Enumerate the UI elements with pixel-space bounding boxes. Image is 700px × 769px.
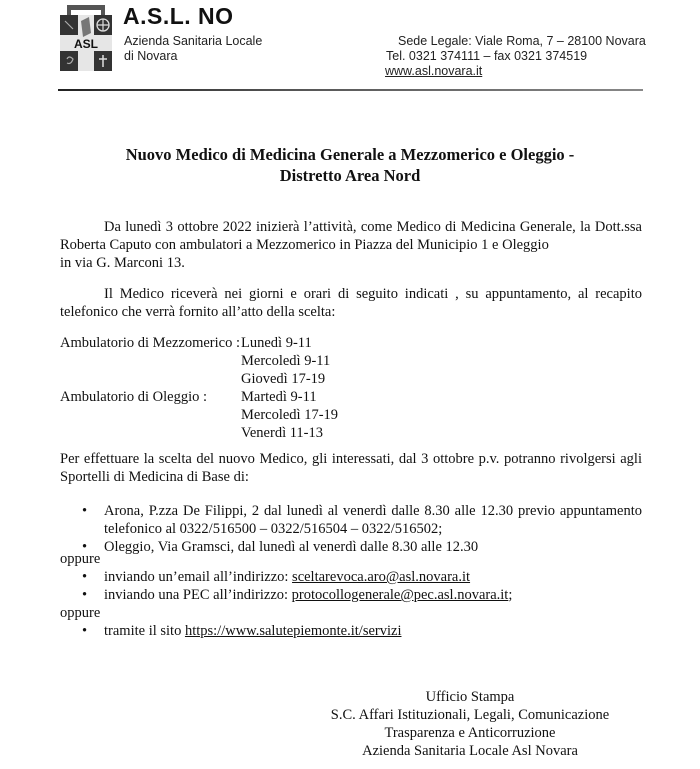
- pec-suffix: ;: [508, 587, 513, 603]
- schedule-time: Mercoledì 17-19: [241, 407, 339, 423]
- announcement-text: Da lunedì 3 ottobre 2022 inizierà l’attività, come Medico di Medicina Generale, la Dott.ssa Roberta Caputo con ambulatori a Mezzomerico in Piazza del Municipio 1 e Oleggio: [60, 219, 642, 253]
- title-line2: Distretto Area Nord: [279, 166, 421, 185]
- site-label: tramite il sito: [104, 623, 185, 639]
- schedule-time: Mercoledì 9-11: [241, 353, 331, 369]
- pec-label: inviando una PEC all’indirizzo:: [104, 587, 292, 603]
- schedule-time: Venerdì 11-13: [241, 425, 324, 441]
- signature-line2: S.C. Affari Istituzionali, Legali, Comunicazione: [330, 707, 610, 723]
- title-line1: Nuovo Medico di Medicina Generale a Mezzomerico e Oleggio -: [125, 145, 575, 164]
- bullet-icon: •: [82, 539, 88, 555]
- schedule-time: Martedì 9-11: [241, 389, 317, 405]
- signature-line4: Azienda Sanitaria Locale Asl Novara: [362, 743, 578, 759]
- paragraph-schedule-intro: [60, 285, 642, 321]
- organization-name: [124, 34, 262, 64]
- bullet-icon: •: [82, 623, 88, 639]
- email-link[interactable]: sceltarevoca.aro@asl.novara.it: [292, 569, 471, 585]
- svg-text:ASL: ASL: [74, 37, 98, 51]
- asl-crest-icon: [57, 3, 115, 75]
- bullet-icon: •: [82, 503, 88, 519]
- schedule-intro-text: Il Medico riceverà nei giorni e orari di seguito indicati , su appuntamento, al recapito telefonico che verrà fornito all’atto della scelta:: [60, 286, 642, 320]
- paragraph-how-to-choose: Per effettuare la scelta del nuovo Medico, gli interessati, dal 3 ottobre p.v. potranno rivolgersi agli Sportelli di Medicina di Base di:: [60, 451, 642, 485]
- org-name-line1: Azienda Sanitaria Locale: [124, 34, 263, 48]
- site-link[interactable]: https://www.salutepiemonte.it/servizi: [184, 623, 402, 639]
- legal-address: Sede Legale: Viale Roma, 7 – 28100 Novara: [398, 34, 646, 48]
- signature-block: [330, 688, 610, 760]
- asl-logo: [57, 3, 115, 75]
- schedule-time: Lunedì 9-11: [241, 335, 312, 351]
- email-label: inviando un’email all’indirizzo:: [104, 569, 293, 585]
- bullet-icon: •: [82, 569, 88, 585]
- phone-fax: Tel. 0321 374111 – fax 0321 374519: [386, 49, 588, 63]
- brand-name: A.S.L. NO: [123, 3, 234, 29]
- paragraph-announcement: [60, 218, 642, 272]
- office-arona: Arona, P.zza De Filippi, 2 dal lunedì al venerdì dalle 8.30 alle 12.30 previo appuntamento telefonico al 0322/516500 – 0322/516504 – 0322/516502;: [104, 503, 642, 537]
- signature-line1: Ufficio Stampa: [425, 689, 515, 705]
- pec-link[interactable]: protocollogenerale@pec.asl.novara.it: [291, 587, 509, 603]
- website-link[interactable]: www.asl.novara.it: [385, 64, 483, 78]
- or-text: oppure: [60, 551, 101, 567]
- clinic-oleggio-label: Ambulatorio di Oleggio :: [60, 389, 207, 405]
- header-divider: [58, 89, 643, 91]
- document-title: [60, 144, 640, 186]
- schedule-time: Giovedì 17-19: [241, 371, 326, 387]
- bullet-icon: •: [82, 587, 88, 603]
- or-text: oppure: [60, 605, 101, 621]
- office-oleggio: Oleggio, Via Gramsci, dal lunedì al venerdì dalle 8.30 alle 12.30: [104, 539, 479, 555]
- signature-line3: Trasparenza e Anticorruzione: [384, 725, 556, 741]
- org-name-line2: di Novara: [124, 49, 178, 63]
- announcement-address: in via G. Marconi 13.: [60, 255, 185, 271]
- clinic-mezzomerico-label: Ambulatorio di Mezzomerico :: [60, 335, 240, 351]
